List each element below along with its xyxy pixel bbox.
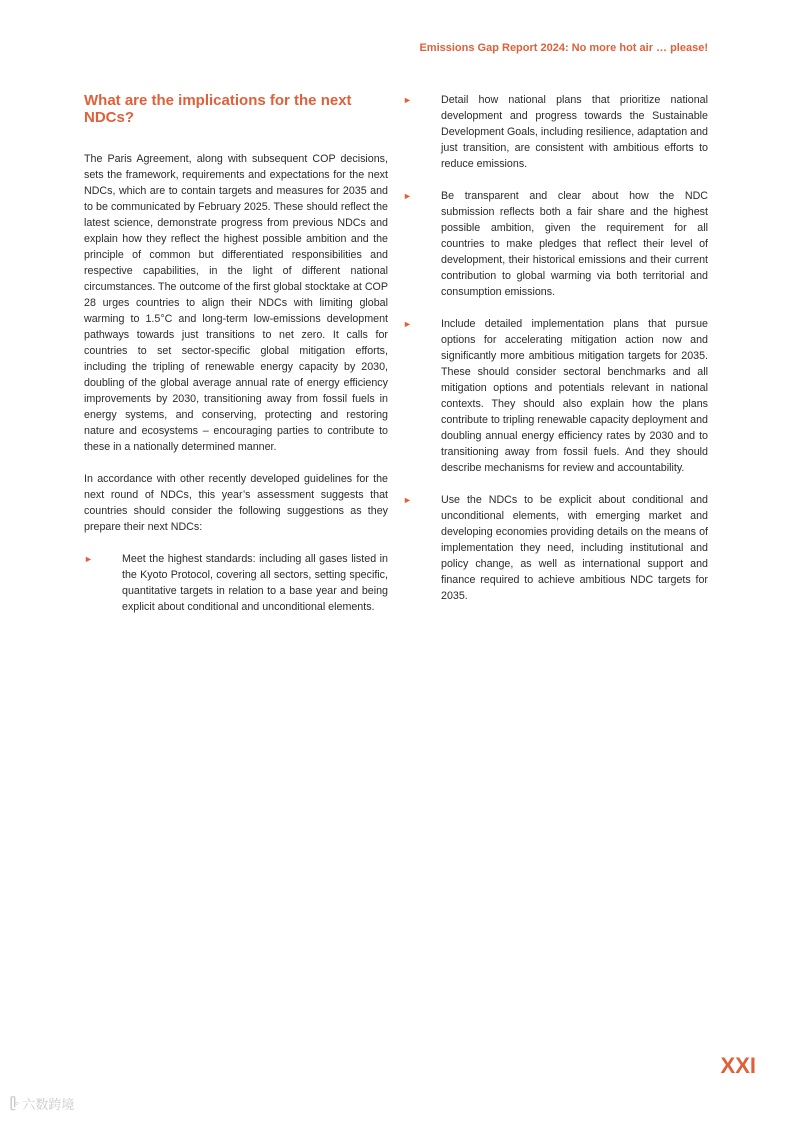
watermark-text: 六数跨境: [22, 1097, 75, 1112]
triangle-right-icon: ►: [403, 319, 412, 329]
triangle-right-icon: ►: [84, 554, 93, 564]
bullet-item: [403, 188, 708, 300]
watermark: [10, 1094, 74, 1113]
running-header: Emissions Gap Report 2024: No more hot air … please!: [419, 42, 708, 54]
triangle-right-icon: ►: [403, 95, 412, 105]
page-number: XXI: [720, 1053, 756, 1078]
left-column: [84, 92, 388, 631]
bullet-text: Include detailed implementation plans that pursue options for accelerating mitigation action now and significantly more ambitious mitigation targets for 2035. These should consider sectoral benchmarks and all mitigation options and potentials relevant in national contexts. They should also explain how the plans contribute to tripling renewable capacity deployment and doubling annual energy efficiency rates by 2030 and to transitioning away from fossil fuels. And they should describe mechanisms for review and accountability.: [441, 318, 708, 474]
section-heading: What are the implications for the next NDCs?: [84, 92, 352, 126]
watermark-logo-icon: ᥫ◦: [10, 1096, 19, 1110]
bullet-text: Use the NDCs to be explicit about conditional and unconditional elements, with emerging market and developing economies providing details on the means of implementation they need, including institutional and policy change, as well as international support and finance required to achieve ambitious NDC targets for 2035.: [441, 494, 708, 602]
bullet-item: [403, 92, 708, 172]
bullet-text: Detail how national plans that prioritize national development and progress towards the Sustainable Development Goals, including resilience, adaptation and just transition, are consistent with ambitious efforts to reduce emissions.: [441, 94, 708, 170]
right-column: [403, 92, 708, 620]
body-paragraph: In accordance with other recently developed guidelines for the next round of NDCs, this year’s assessment suggests that countries should consider the following suggestions as they prepare their next NDCs:: [84, 473, 388, 533]
bullet-item: [84, 551, 388, 615]
bullet-text: Meet the highest standards: including all gases listed in the Kyoto Protocol, covering all sectors, setting specific, quantitative targets in relation to a base year and being explicit about conditional and unconditional elements.: [122, 553, 388, 613]
bullet-text: Be transparent and clear about how the NDC submission reflects both a fair share and the highest possible ambition, given the requirement for all countries to make pledges that reflect their level of development, their historical emissions and their current contribution to global warming via both territorial and consumption emissions.: [441, 190, 708, 298]
triangle-right-icon: ►: [403, 191, 412, 201]
triangle-right-icon: ►: [403, 495, 412, 505]
bullet-item: [403, 492, 708, 604]
bullet-item: [403, 316, 708, 476]
body-paragraph: The Paris Agreement, along with subsequent COP decisions, sets the framework, requirements and expectations for the next NDCs, which are to contain targets and measures for 2035 and to be communicated by February 2025. These should reflect the latest science, demonstrate progress from previous NDCs and explain how they reflect the highest possible ambition and the principle of common but differentiated responsibilities and respective capabilities, in the light of different national circumstances. The outcome of the first global stocktake at COP 28 urges countries to align their NDCs with limiting global warming to 1.5°C and long-term low-emissions development pathways towards just transitions to net zero. It calls for countries to set sector-specific global mitigation efforts, including the tripling of renewable energy capacity by 2030, doubling of the global average annual rate of energy efficiency improvements by 2030, transitioning away from fossil fuels in energy systems, and conserving, protecting and restoring nature and ecosystems – encouraging parties to contribute to these in a nationally determined manner.: [84, 153, 388, 453]
